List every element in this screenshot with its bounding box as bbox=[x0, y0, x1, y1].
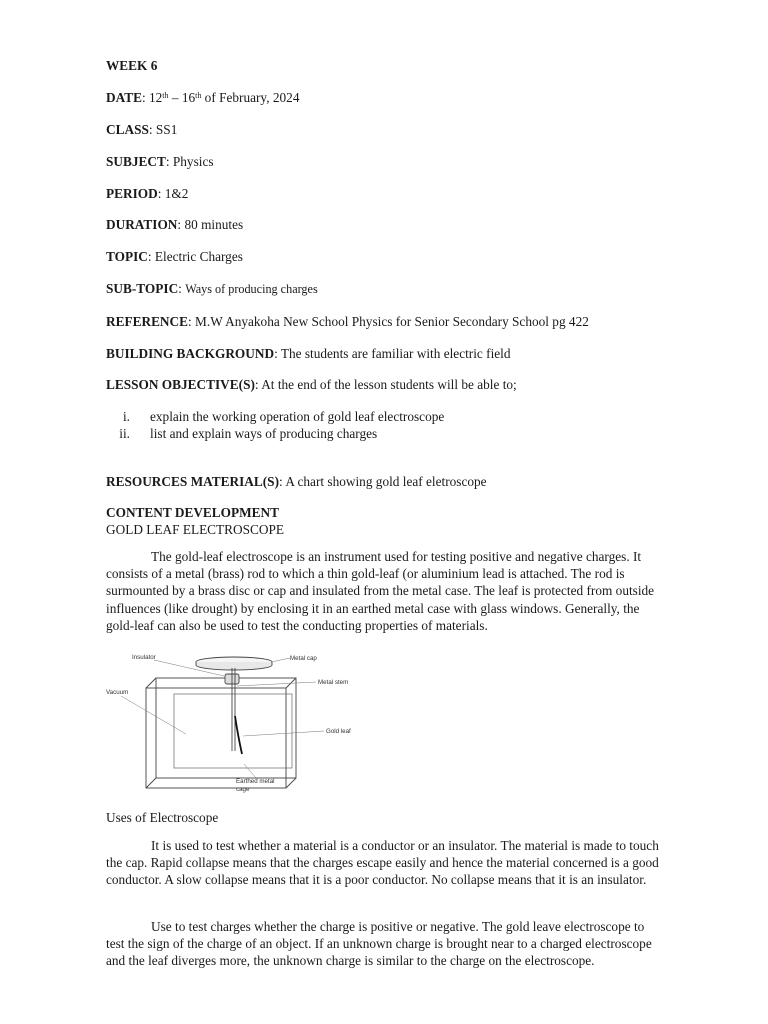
period-line: PERIOD: 1&2 bbox=[106, 186, 189, 201]
date-label: DATE bbox=[106, 90, 142, 105]
label-vacuum: Vacuum bbox=[106, 689, 129, 696]
class-line: CLASS: SS1 bbox=[106, 122, 178, 137]
gold-leaf-shape bbox=[235, 716, 242, 754]
uses-heading: Uses of Electroscope bbox=[106, 810, 219, 825]
uses-paragraph-2: Use to test charges whether the charge is positive or negative. The gold leave electroscope to test the sign of the charge of an object. If an unknown charge is brought near to a charged electroscope and the leaf diverges more, the unknown charge is similar to the charge on the electroscope. bbox=[106, 919, 652, 969]
intro-paragraph: The gold-leaf electroscope is an instrument used for testing positive and negative charges. It consists of a metal (brass) rod to which a thin gold-leaf (or aluminium lead is attached. The rod is surmounted by a brass disc or cap and insulated from the metal case. The leaf is protected from outside influences (like drought) by enclosing it in an earthed metal case with glass windows. Generally, the gold-leaf can also be used to test the conducting properties of materials. bbox=[106, 549, 655, 633]
duration-line: DURATION: 80 minutes bbox=[106, 217, 244, 232]
resources-line: RESOURCES MATERIAL(S): A chart showing gold leaf eletroscope bbox=[106, 474, 487, 489]
topic-line: TOPIC: Electric Charges bbox=[106, 249, 243, 264]
date-line: DATE: 12th – 16th of February, 2024 bbox=[106, 90, 300, 105]
objectives-line: LESSON OBJECTIVE(S): At the end of the lesson students will be able to; bbox=[106, 377, 517, 392]
electroscope-diagram bbox=[106, 646, 356, 796]
metal-cap-shape bbox=[196, 657, 272, 670]
content-heading: CONTENT DEVELOPMENT bbox=[106, 505, 280, 520]
week-heading: WEEK 6 bbox=[106, 58, 158, 73]
reference-line: REFERENCE: M.W Anyakoha New School Physics for Senior Secondary School pg 422 bbox=[106, 314, 589, 329]
subject-line: SUBJECT: Physics bbox=[106, 154, 214, 169]
leader-lines bbox=[121, 658, 324, 778]
label-gold-leaf: Gold leaf bbox=[326, 728, 351, 735]
background-line: BUILDING BACKGROUND: The students are familiar with electric field bbox=[106, 346, 511, 361]
subtopic-line: SUB-TOPIC: Ways of producing charges bbox=[106, 281, 318, 296]
label-earthed-metal: Earthed metal bbox=[236, 778, 275, 785]
uses-paragraph-1: It is used to test whether a material is a conductor or an insulator. The material is made to touch the cap. Rapid collapse means that the charges escape easily and hence the material concerned is a good conductor. A slow collapse means that it is a poor conductor. No collapse means that it is an insulator. bbox=[106, 838, 659, 888]
label-metal-stem: Metal stem bbox=[318, 679, 349, 686]
label-metal-cap: Metal cap bbox=[290, 655, 317, 662]
label-cage: cage bbox=[236, 786, 250, 793]
label-insulator: Insulator bbox=[132, 654, 156, 661]
content-subheading: GOLD LEAF ELECTROSCOPE bbox=[106, 522, 285, 537]
metal-case-outline bbox=[146, 678, 296, 788]
